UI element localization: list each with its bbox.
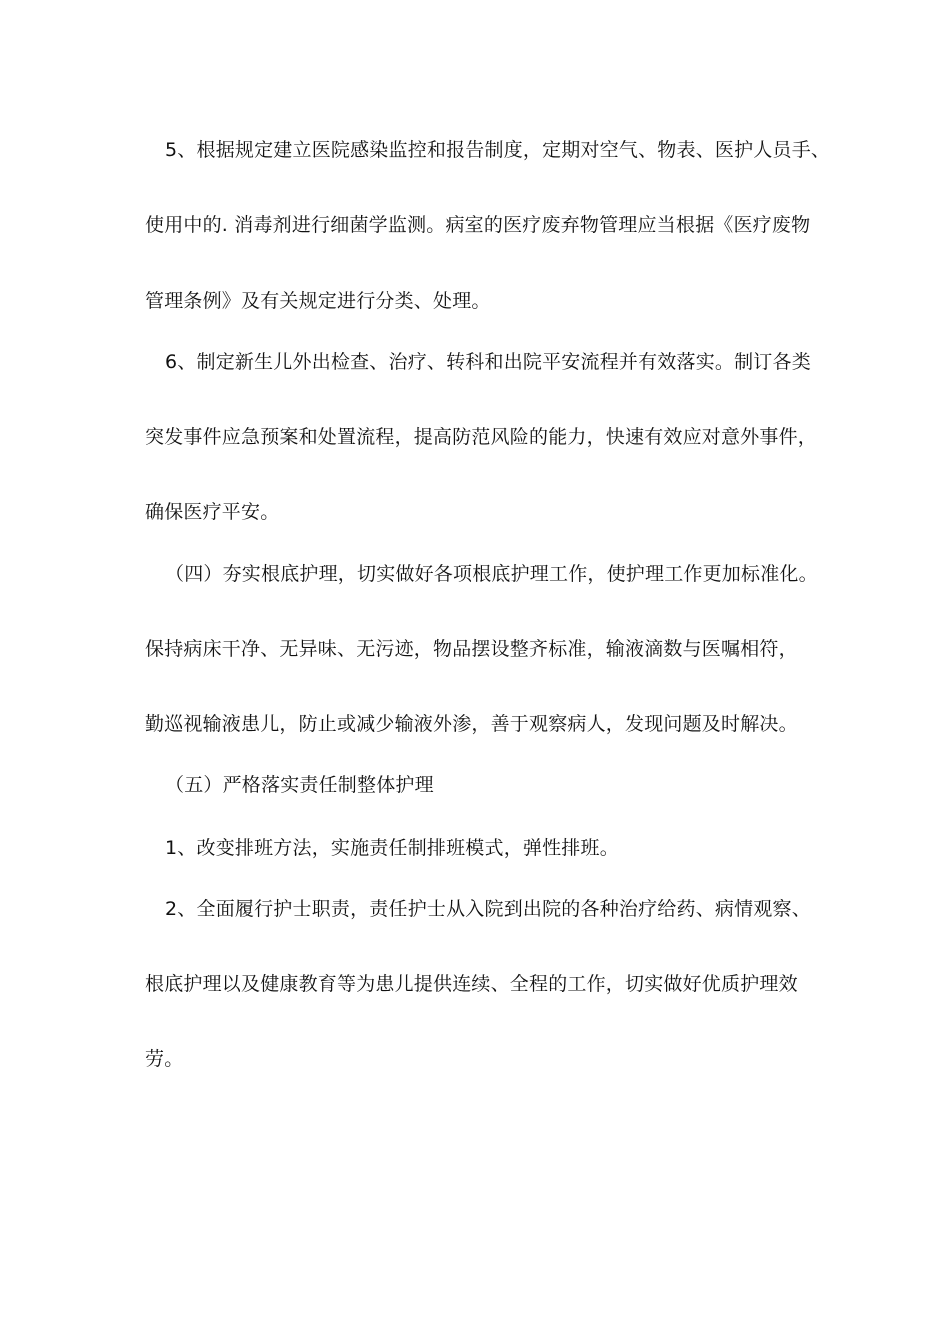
section-4-line-2: 保持病床干净、无异味、无污迹，物品摆设整齐标准，输液滴数与医嘱相符， <box>145 638 798 660</box>
section-5-heading: （五）严格落实责任制整体护理 <box>165 774 434 796</box>
paragraph-6-line-2: 突发事件应急预案和处置流程，提高防范风险的能力，快速有效应对意外事件， <box>145 426 818 448</box>
paragraph-6-line-3: 确保医疗平安。 <box>145 501 280 523</box>
paragraph-5-line-2: 使用中的. 消毒剂进行细菌学监测。病室的医疗废弃物管理应当根据《医疗废物 <box>145 214 811 236</box>
item-2-line-2: 根底护理以及健康教育等为患儿提供连续、全程的工作，切实做好优质护理效 <box>145 973 798 995</box>
paragraph-5-line-3: 管理条例》及有关规定进行分类、处理。 <box>145 290 491 312</box>
item-2-line-3: 劳。 <box>145 1048 184 1070</box>
paragraph-5-line-1: 5、根据规定建立医院感染监控和报告制度，定期对空气、物表、医护人员手、 <box>165 139 831 161</box>
paragraph-6-line-1: 6、制定新生儿外出检查、治疗、转科和出院平安流程并有效落实。制订各类 <box>165 351 811 373</box>
item-2-line-1: 2、全面履行护士职责，责任护士从入院到出院的各种治疗给药、病情观察、 <box>165 898 811 920</box>
section-4-line-1: （四）夯实根底护理，切实做好各项根底护理工作，使护理工作更加标准化。 <box>165 563 818 585</box>
section-4-line-3: 勤巡视输液患儿，防止或减少输液外渗，善于观察病人，发现问题及时解决。 <box>145 713 798 735</box>
item-1-line-1: 1、改变排班方法，实施责任制排班模式，弹性排班。 <box>165 837 619 859</box>
